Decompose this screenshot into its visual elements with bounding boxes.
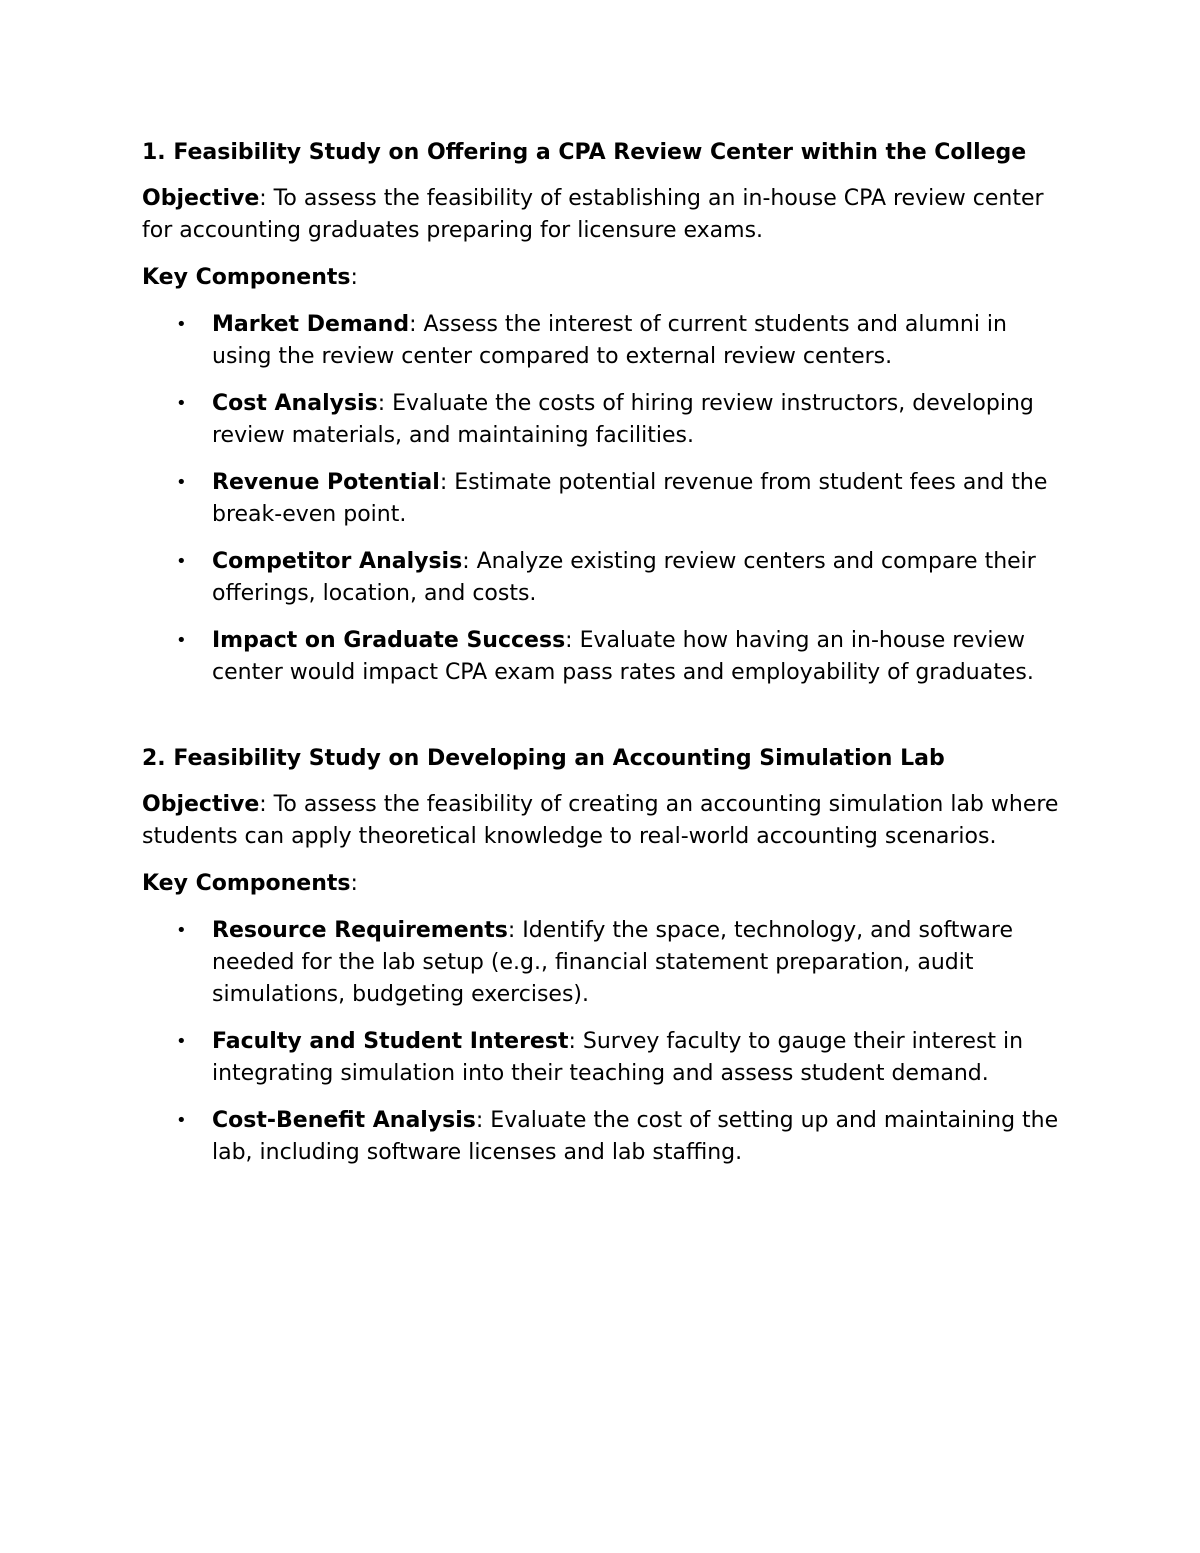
- section-title: 1. Feasibility Study on Offering a CPA Review Center within the College: [142, 140, 1027, 165]
- section-title: 2. Feasibility Study on Developing an Accounting Simulation Lab: [142, 746, 945, 771]
- objective-text: : To assess the feasibility of establishing an in-house CPA review center for accounting graduates preparing for licensure exams.: [142, 186, 1044, 243]
- item-label: Market Demand: [212, 312, 410, 337]
- item-text: : Analyze existing review centers and compare their offerings, location, and costs.: [212, 549, 1036, 606]
- objective-label: Objective: [142, 792, 260, 817]
- list-item: [142, 625, 1062, 689]
- item-label: Cost-Benefit Analysis: [212, 1108, 476, 1133]
- item-text: : Estimate potential revenue from student fees and the break-even point.: [212, 470, 1048, 527]
- item-label: Revenue Potential: [212, 470, 440, 495]
- item-text: : Identify the space, technology, and software needed for the lab setup (e.g., financial statement preparation, audit simulations, budgeting exercises).: [212, 918, 1013, 1007]
- bullet-icon: •: [176, 1110, 187, 1131]
- item-text: : Assess the interest of current students and alumni in using the review center compared to external review centers.: [212, 312, 1007, 369]
- list-item: [142, 1026, 1062, 1090]
- item-label: Competitor Analysis: [212, 549, 463, 574]
- bullet-icon: •: [176, 472, 187, 493]
- key-components-list: [142, 309, 1062, 689]
- item-text: : Evaluate how having an in-house review center would impact CPA exam pass rates and employability of graduates.: [212, 628, 1034, 685]
- bullet-icon: •: [176, 1031, 187, 1052]
- item-label: Impact on Graduate Success: [212, 628, 566, 653]
- item-label: Faculty and Student Interest: [212, 1029, 569, 1054]
- section-cpa-review-center: [142, 137, 1062, 689]
- item-label: Resource Requirements: [212, 918, 508, 943]
- bullet-icon: •: [176, 314, 187, 335]
- section-simulation-lab: [142, 743, 1062, 1169]
- objective-text: : To assess the feasibility of creating an accounting simulation lab where students can apply theoretical knowledge to real-world accounting scenarios.: [142, 792, 1059, 849]
- list-item: [142, 1105, 1062, 1169]
- key-components-heading: [142, 262, 1062, 294]
- key-components-list: [142, 915, 1062, 1169]
- key-components-colon: :: [350, 871, 358, 896]
- bullet-icon: •: [176, 630, 187, 651]
- bullet-icon: •: [176, 920, 187, 941]
- list-item: [142, 388, 1062, 452]
- list-item: [142, 915, 1062, 1011]
- item-text: : Survey faculty to gauge their interest in integrating simulation into their teaching and assess student demand.: [212, 1029, 1024, 1086]
- list-item: [142, 467, 1062, 531]
- item-label: Cost Analysis: [212, 391, 378, 416]
- objective-label: Objective: [142, 186, 260, 211]
- document-page: [142, 137, 1062, 1184]
- list-item: [142, 546, 1062, 610]
- bullet-icon: •: [176, 393, 187, 414]
- objective-paragraph: [142, 183, 1062, 247]
- list-item: [142, 309, 1062, 373]
- key-components-label: Key Components: [142, 265, 351, 290]
- key-components-heading: [142, 868, 1062, 900]
- item-text: : Evaluate the costs of hiring review instructors, developing review materials, and maintaining facilities.: [212, 391, 1034, 448]
- bullet-icon: •: [176, 551, 187, 572]
- key-components-colon: :: [350, 265, 358, 290]
- item-text: : Evaluate the cost of setting up and maintaining the lab, including software licenses and lab staffing.: [212, 1108, 1059, 1165]
- key-components-label: Key Components: [142, 871, 351, 896]
- objective-paragraph: [142, 789, 1062, 853]
